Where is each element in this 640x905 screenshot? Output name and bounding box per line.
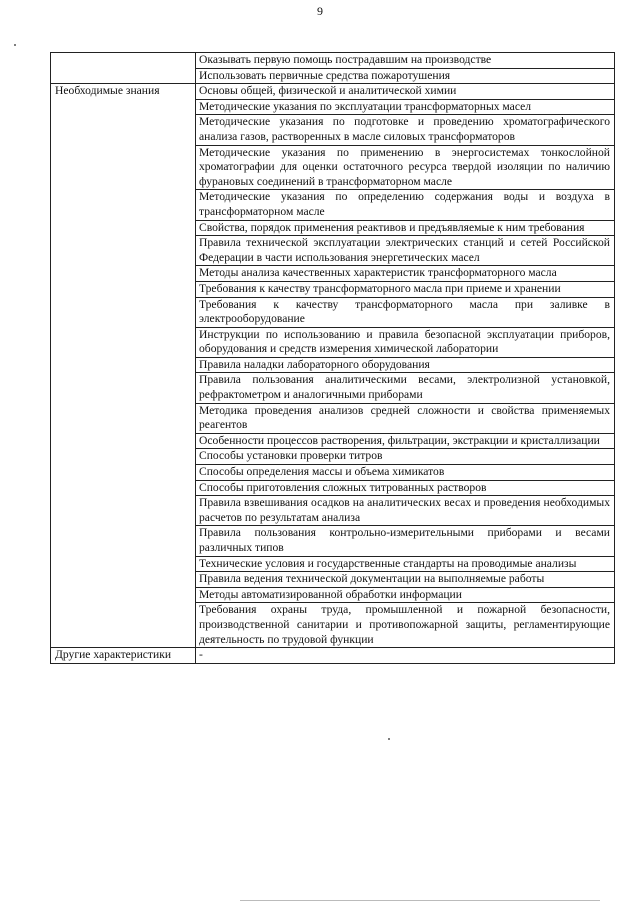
requirement-text: Инструкции по использованию и правила безопасной эксплуатации приборов, оборудования и средств измерения химической лаборатории (196, 327, 615, 357)
requirement-text: Правила взвешивания осадков на аналитических весах и проведения необходимых расчетов по результатам анализа (196, 496, 615, 526)
requirement-text: Методы анализа качественных характеристик трансформаторного масла (196, 266, 615, 282)
requirement-text: Требования к качеству трансформаторного масла при приеме и хранении (196, 281, 615, 297)
requirement-text: Правила технической эксплуатации электрических станций и сетей Российской Федерации в части использования энергетических масел (196, 236, 615, 266)
scan-speck (388, 738, 390, 740)
requirement-text: Способы определения массы и объема химикатов (196, 465, 615, 481)
requirement-text: Оказывать первую помощь пострадавшим на производстве (196, 53, 615, 69)
requirement-text: Требования к качеству трансформаторного масла при заливке в электрооборудование (196, 297, 615, 327)
knowledge-label: Необходимые знания (51, 84, 196, 648)
requirement-text: Способы установки проверки титров (196, 449, 615, 465)
requirement-text: Методические указания по применению в энергосистемах тонкослойной хроматографии для оценки остаточного ресурса твердой изоляции по наличию фурановых соединений в трансформаторном масле (196, 145, 615, 190)
requirement-text: Правила ведения технической документации на выполняемые работы (196, 572, 615, 588)
requirement-text: - (196, 648, 615, 664)
knowledge-row (51, 84, 615, 100)
scan-speck (14, 44, 16, 46)
requirement-text: Правила пользования аналитическими весами, электролизной установкой, рефрактометром и аналогичными приборами (196, 373, 615, 403)
requirement-text: Основы общей, физической и аналитической химии (196, 84, 615, 100)
page-number: 9 (317, 4, 323, 18)
skills-label-cell (51, 53, 196, 84)
requirement-text: Требования охраны труда, промышленной и пожарной безопасности, производственной санитарии и противопожарной защиты, регламентирующие деятельность по трудовой функции (196, 603, 615, 648)
requirement-text: Правила пользования контрольно-измерительными приборами и весами различных типов (196, 526, 615, 556)
other-characteristics-row (51, 648, 615, 664)
requirement-text: Методические указания по эксплуатации трансформаторных масел (196, 99, 615, 115)
requirement-text: Методические указания по подготовке и проведению хроматографического анализа газов, растворенных в масле силовых трансформаторов (196, 115, 615, 145)
scan-edge-line (240, 900, 600, 901)
requirement-text: Методы автоматизированной обработки информации (196, 587, 615, 603)
requirement-text: Методические указания по определению содержания воды и воздуха в трансформаторном масле (196, 190, 615, 220)
requirement-text: Правила наладки лабораторного оборудования (196, 357, 615, 373)
requirement-text: Использовать первичные средства пожаротушения (196, 68, 615, 84)
requirement-text: Технические условия и государственные стандарты на проводимые анализы (196, 556, 615, 572)
labor-function-table (50, 52, 615, 664)
requirement-text: Свойства, порядок применения реактивов и предъявляемые к ним требования (196, 220, 615, 236)
other-characteristics-label: Другие характеристики (51, 648, 196, 664)
skills-row (51, 53, 615, 69)
requirement-text: Методика проведения анализов средней сложности и свойства применяемых реагентов (196, 403, 615, 433)
requirement-text: Особенности процессов растворения, фильтрации, экстракции и кристаллизации (196, 433, 615, 449)
requirement-text: Способы приготовления сложных титрованных растворов (196, 480, 615, 496)
